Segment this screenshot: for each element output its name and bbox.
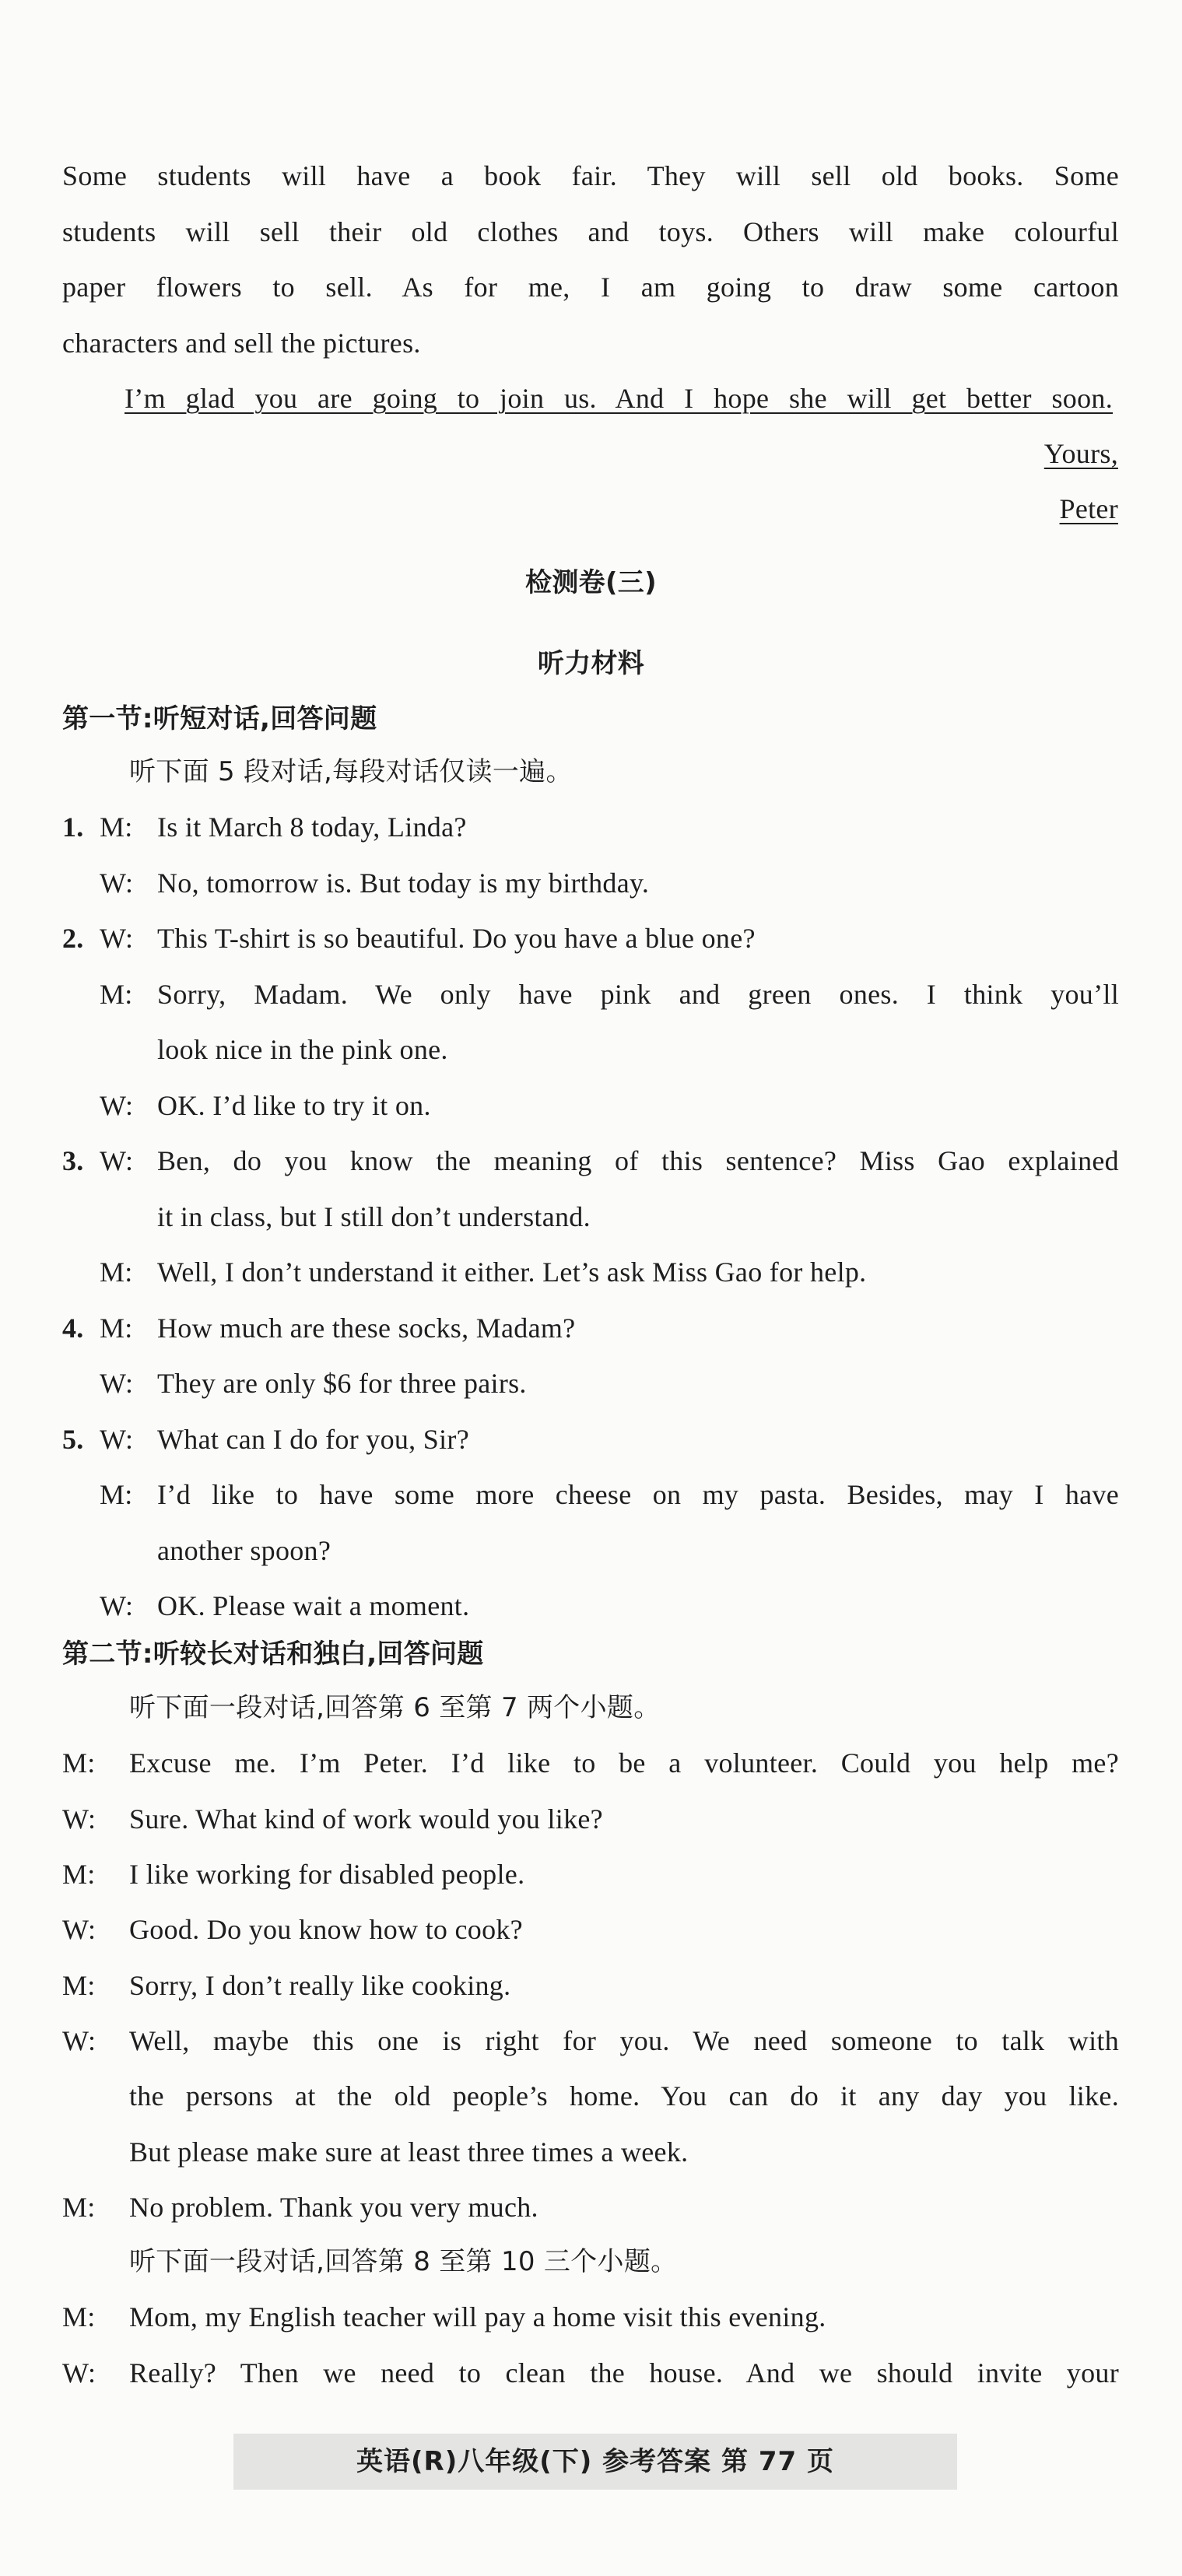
question-number: 2.: [62, 923, 84, 954]
dialog-text: Is it March 8 today, Linda?: [157, 811, 467, 843]
dialog-text: Well, maybe this one is right for you. We need someone to talk with: [129, 2025, 1119, 2056]
dialog-text: No problem. Thank you very much.: [129, 2192, 538, 2223]
speaker-label: W:: [100, 1145, 134, 1176]
dialog-text: How much are these socks, Madam?: [157, 1313, 576, 1344]
speaker-label: M:: [100, 979, 133, 1010]
dialog-text: Sorry, I don’t really like cooking.: [129, 1970, 511, 2001]
speaker-label: M:: [62, 2192, 96, 2223]
speaker-label: M:: [100, 1313, 133, 1344]
dialog-text: I’d like to have some more cheese on my pasta. Besides, may I have: [157, 1479, 1119, 1510]
speaker-label: W:: [100, 867, 134, 899]
dialog-text: Good. Do you know how to cook?: [129, 1914, 523, 1945]
dialog-text: look nice in the pink one.: [157, 1034, 448, 1065]
speaker-label: W:: [62, 2025, 96, 2056]
question-number: 1.: [62, 811, 84, 843]
dialog-text: Sorry, Madam. We only have pink and green ones. I think you’ll: [157, 979, 1119, 1010]
dialog-text: Ben, do you know the meaning of this sentence? Miss Gao explained: [157, 1145, 1119, 1176]
part1-heading: 第一节:听短对话,回答问题: [62, 703, 377, 734]
dialog-text: the persons at the old people’s home. You can do it any day you like.: [129, 2080, 1119, 2112]
speaker-label: M:: [62, 2301, 96, 2332]
dialog-text: But please make sure at least three times a week.: [129, 2136, 689, 2168]
speaker-label: W:: [100, 1368, 134, 1399]
dialog-text: Excuse me. I’m Peter. I’d like to be a volunteer. Could you help me?: [129, 1747, 1119, 1779]
dialog-text: OK. I’d like to try it on.: [157, 1090, 431, 1121]
letter-line-1: Some students will have a book fair. They will sell old books. Some: [62, 160, 1119, 191]
question-number: 5.: [62, 1424, 84, 1455]
dialog-text: They are only $6 for three pairs.: [157, 1368, 527, 1399]
dialog-text: Mom, my English teacher will pay a home visit this evening.: [129, 2301, 826, 2332]
letter-line-3: paper flowers to sell. As for me, I am going to draw some cartoon: [62, 272, 1119, 303]
speaker-label: W:: [62, 2357, 96, 2388]
dialog-text: This T-shirt is so beautiful. Do you have a blue one?: [157, 923, 756, 954]
dialog-text: another spoon?: [157, 1535, 331, 1566]
speaker-label: M:: [62, 1859, 96, 1890]
dialog-text: Really? Then we need to clean the house. And we should invite your: [129, 2357, 1119, 2388]
dialog-text: I like working for disabled people.: [129, 1859, 525, 1890]
speaker-label: W:: [100, 1090, 134, 1121]
question-number: 4.: [62, 1313, 84, 1344]
letter-line-2: students will sell their old clothes and toys. Others will make colourful: [62, 216, 1119, 247]
section-subtitle: 听力材料: [537, 648, 645, 679]
speaker-label: M:: [100, 811, 133, 843]
section-title: 检测卷(三): [525, 567, 657, 598]
speaker-label: M:: [100, 1479, 133, 1510]
speaker-label: M:: [100, 1256, 133, 1288]
part2-heading: 第二节:听较长对话和独白,回答问题: [62, 1638, 484, 1670]
speaker-label: W:: [100, 923, 134, 954]
page-footer: 英语(R)八年级(下) 参考答案 第 77 页: [356, 2446, 834, 2477]
dialog-text: What can I do for you, Sir?: [157, 1424, 469, 1455]
letter-signature: Peter: [1059, 493, 1118, 524]
speaker-label: W:: [62, 1803, 96, 1835]
part2-instruction-1: 听下面一段对话,回答第 6 至第 7 两个小题。: [129, 1692, 661, 1723]
dialog-text: No, tomorrow is. But today is my birthday.: [157, 867, 650, 899]
speaker-label: W:: [100, 1424, 134, 1455]
letter-line-4: characters and sell the pictures.: [62, 328, 421, 359]
speaker-label: M:: [62, 1970, 96, 2001]
dialog-text: Well, I don’t understand it either. Let’s ask Miss Gao for help.: [157, 1256, 867, 1288]
dialog-text: OK. Please wait a moment.: [157, 1590, 470, 1621]
speaker-label: W:: [62, 1914, 96, 1945]
part1-instruction: 听下面 5 段对话,每段对话仅读一遍。: [129, 756, 573, 787]
speaker-label: W:: [100, 1590, 134, 1621]
letter-closing: Yours,: [1043, 438, 1118, 469]
dialog-text: Sure. What kind of work would you like?: [129, 1803, 603, 1835]
part2-instruction-2: 听下面一段对话,回答第 8 至第 10 三个小题。: [129, 2246, 678, 2277]
letter-underlined-line: I’m glad you are going to join us. And I hope she will get better soon.: [125, 383, 1113, 414]
question-number: 3.: [62, 1145, 84, 1176]
dialog-text: it in class, but I still don’t understand.: [157, 1201, 591, 1232]
speaker-label: M:: [62, 1747, 96, 1779]
